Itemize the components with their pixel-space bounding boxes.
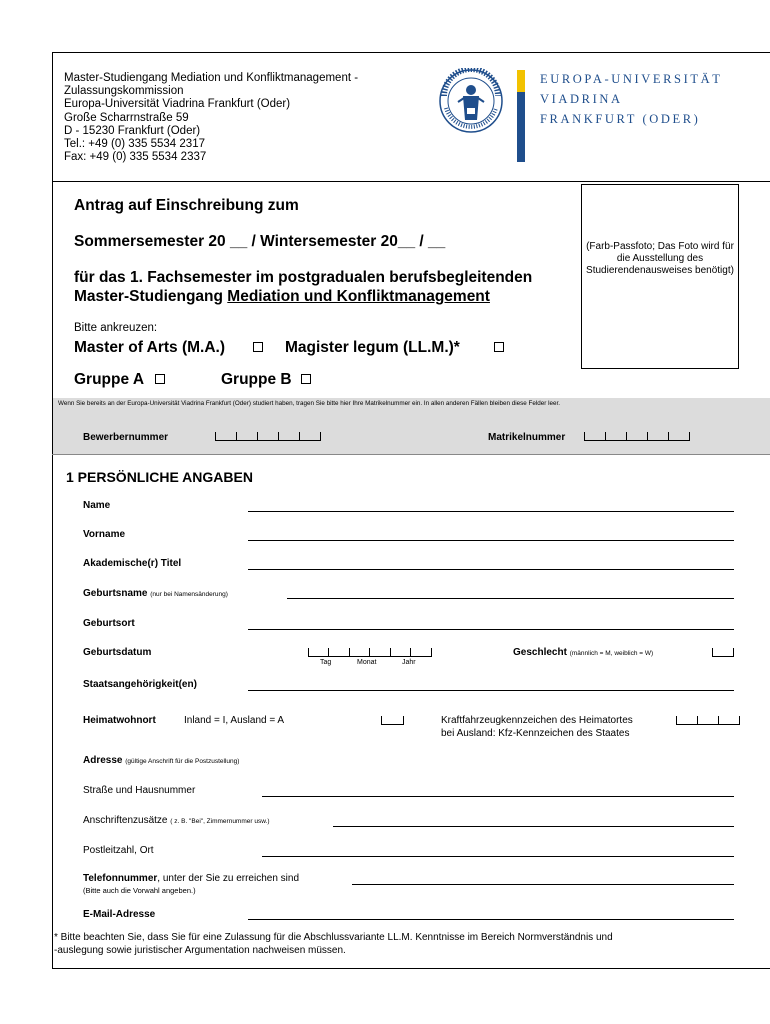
page-title: Antrag auf Einschreibung zum <box>74 197 299 214</box>
group-b-checkbox[interactable] <box>301 374 311 384</box>
address-additions-text: Anschriftenzusätze <box>83 815 168 826</box>
birth-place-label: Geburtsort <box>83 618 135 629</box>
degree-llm-label: Magister legum (LL.M.)* <box>285 339 460 356</box>
university-name-line: FRANKFURT (ODER) <box>540 112 701 126</box>
name-input-line[interactable] <box>248 511 734 512</box>
address-line: D - 15230 Frankfurt (Oder) <box>64 124 201 137</box>
divider <box>52 181 770 182</box>
address-line: Fax: +49 (0) 335 5534 2337 <box>64 151 207 164</box>
university-name-line: EUROPA-UNIVERSITÄT <box>540 72 723 86</box>
address-additions-label <box>83 815 270 826</box>
program-line: für das 1. Fachsemester im postgradualen berufsbegleitenden <box>74 269 533 286</box>
date-month-caption: Monat <box>357 659 377 666</box>
phone-label <box>83 873 299 884</box>
university-name-line: VIADRINA <box>540 92 623 106</box>
postcode-city-input-line[interactable] <box>262 856 734 857</box>
phone-suffix: , unter der Sie zu erreichen sind <box>157 873 300 884</box>
footnote-line: -auslegung sowie juristischer Argumentation nachweisen müssen. <box>54 944 346 956</box>
section-heading: 1 PERSÖNLICHE ANGABEN <box>66 469 253 485</box>
matriculation-number-field[interactable] <box>584 432 690 441</box>
birth-date-label: Geburtsdatum <box>83 647 152 658</box>
address-line: Europa-Universität Viadrina Frankfurt (Oder) <box>64 98 291 111</box>
home-residence-hint: Inland = I, Ausland = A <box>184 715 285 726</box>
address-note: (gültige Anschrift für die Postzustellung) <box>125 758 240 765</box>
semester-line[interactable]: Sommersemester 20 __ / Wintersemester 20__ / __ <box>74 233 446 250</box>
brand-bar-yellow <box>517 70 525 92</box>
address-additions-input-line[interactable] <box>333 826 734 827</box>
notice-text: Wenn Sie bereits an der Europa-Universität Viadrina Frankfurt (Oder) studiert haben, tragen Sie bitte hier Ihre Matrikelnummer ein. In allen anderen Fällen bleiben diese Felder leer. <box>58 400 561 407</box>
birth-date-field[interactable] <box>308 648 432 657</box>
date-day-caption: Tag <box>320 659 332 666</box>
address-line: Große Scharrnstraße 59 <box>64 111 189 124</box>
street-label: Straße und Hausnummer <box>83 785 196 796</box>
header-address <box>64 72 358 164</box>
name-label: Name <box>83 500 111 511</box>
nationality-input-line[interactable] <box>248 690 734 691</box>
check-instruction: Bitte ankreuzen: <box>74 322 158 334</box>
birth-name-input-line[interactable] <box>287 598 734 599</box>
license-plate-field[interactable] <box>676 716 740 725</box>
address-line: Zulassungskommission <box>64 85 184 98</box>
brand-bar-blue <box>517 92 525 162</box>
matriculation-number-label: Matrikelnummer <box>488 432 566 443</box>
divider <box>52 454 770 455</box>
gender-field[interactable] <box>712 648 734 657</box>
group-a-label: Gruppe A <box>74 371 145 388</box>
group-b-label: Gruppe B <box>221 371 292 388</box>
phone-text: Telefonnummer <box>83 873 158 884</box>
first-name-label: Vorname <box>83 529 126 540</box>
degree-ma-checkbox[interactable] <box>253 342 263 352</box>
degree-ma-label: Master of Arts (M.A.) <box>74 339 225 356</box>
date-year-caption: Jahr <box>402 659 416 666</box>
academic-title-label: Akademische(r) Titel <box>83 558 182 569</box>
photo-box[interactable] <box>581 184 739 369</box>
group-a-checkbox[interactable] <box>155 374 165 384</box>
email-label: E-Mail-Adresse <box>83 909 156 920</box>
nationality-label: Staatsangehörigkeit(en) <box>83 679 197 690</box>
photo-instructions: (Farb-Passfoto; Das Foto wird für die Ausstellung des Studierendenausweises benötigt) <box>586 241 734 276</box>
address-line: Master-Studiengang Mediation und Konfliktmanagement - <box>64 72 359 84</box>
birth-name-text: Geburtsname <box>83 588 148 599</box>
program-prefix: Master-Studiengang <box>74 288 228 305</box>
program-name: Mediation und Konfliktmanagement <box>227 288 490 305</box>
email-input-line[interactable] <box>248 919 734 920</box>
footnote-line: * Bitte beachten Sie, dass Sie für eine Zulassung für die Abschlussvariante LL.M. Kenntnisse im Bereich Normverständnis und <box>54 932 613 943</box>
street-input-line[interactable] <box>262 796 734 797</box>
footnote <box>54 932 613 957</box>
birth-name-label <box>83 588 228 599</box>
applicant-number-field[interactable] <box>215 432 321 441</box>
phone-input-line[interactable] <box>352 884 734 885</box>
gender-text: Geschlecht <box>513 647 567 658</box>
birth-name-note: (nur bei Namensänderung) <box>150 591 228 598</box>
address-text: Adresse <box>83 755 123 766</box>
home-residence-field[interactable] <box>381 716 404 725</box>
birth-place-input-line[interactable] <box>248 629 734 630</box>
address-additions-note: ( z. B. "Bei", Zimmernummer usw.) <box>170 818 270 825</box>
academic-title-input-line[interactable] <box>248 569 734 570</box>
phone-note: (Bitte auch die Vorwahl angeben.) <box>83 886 196 895</box>
applicant-number-label: Bewerbernummer <box>83 432 169 443</box>
degree-llm-checkbox[interactable] <box>494 342 504 352</box>
gender-label <box>513 647 653 658</box>
address-line: Tel.: +49 (0) 335 5534 2317 <box>64 138 205 151</box>
home-residence-label: Heimatwohnort <box>83 715 156 726</box>
license-plate-label-foreign: bei Ausland: Kfz-Kennzeichen des Staates <box>441 728 630 739</box>
postcode-city-label: Postleitzahl, Ort <box>83 845 154 856</box>
address-label <box>83 755 239 766</box>
license-plate-label: Kraftfahrzeugkennzeichen des Heimatortes <box>441 715 633 726</box>
gender-note: (männlich = M, weiblich = W) <box>569 650 654 657</box>
first-name-input-line[interactable] <box>248 540 734 541</box>
university-seal-icon <box>438 68 504 134</box>
program-line <box>74 288 490 306</box>
